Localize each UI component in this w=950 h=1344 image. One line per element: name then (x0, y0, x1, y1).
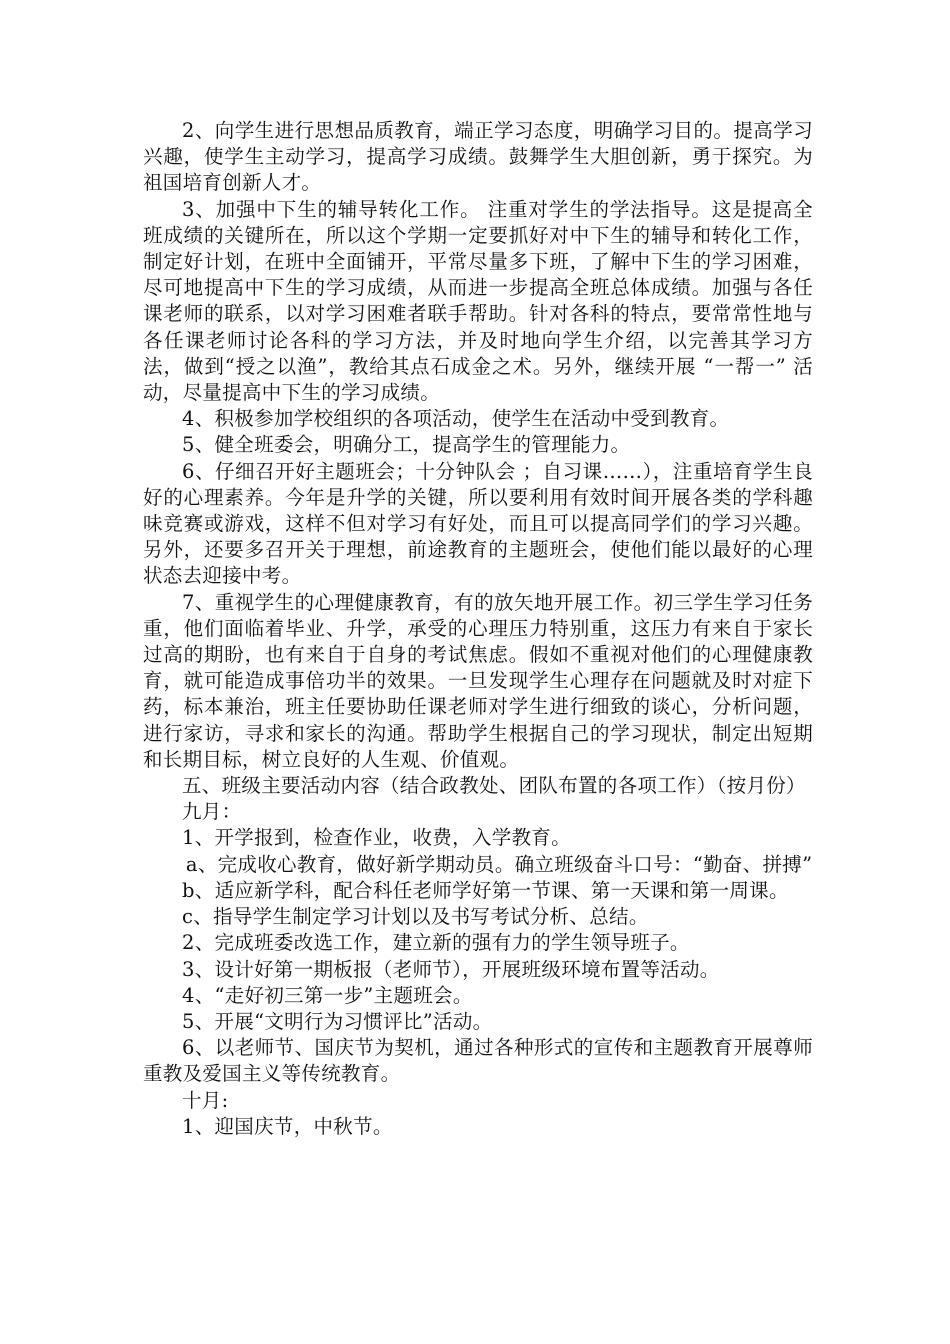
section-heading-activities: 五、班级主要活动内容（结合政教处、团队布置的各项工作）（按月份） (182, 774, 806, 798)
paragraph-item-3: 3、加强中下生的辅导转化工作。 注重对学生的学法指导。这是提高全班成绩的关键所在，所以这个学期一定要抓好对中下生的辅导和转化工作，制定好计划，在班中全面铺开，平常尽量多下班，了解中下生的学习困难，尽可地提高中下生的学习成绩，从而进一步提高全班总体成绩。加强与各任课老师的联系，以对学习困难者联手帮助。针对各科的特点，要常常性地与各任课老师讨论各科的学习方法，并及时地向学生介绍，以完善其学习方法，做到“授之以渔”，教给其点石成金之术。另外，继续开展 “一帮一” 活动，尽量提高中下生的学习成绩。 (143, 197, 813, 405)
october-item-1: 1、迎国庆节，中秋节。 (182, 1114, 393, 1138)
month-heading-october: 十月: (182, 1088, 229, 1112)
month-heading-september: 九月： (182, 800, 242, 824)
document-body (143, 118, 813, 1140)
september-item-1: 1、开学报到，检查作业，收费，入学教育。 (182, 826, 571, 850)
paragraph-item-6: 6、仔细召开好主题班会；十分钟队会 ；自习课……），注重培育学生良好的心理素养。今年是升学的关键，所以要利用有效时间开展各类的学科趣味竞赛或游戏，这样不但对学习有好处，而且可以提高同学们的学习兴趣。另外，还要多召开关于理想，前途教育的主题班会，使他们能以最好的心理状态去迎接中考。 (143, 459, 813, 588)
september-item-4: 4、“走好初三第一步”主题班会。 (182, 983, 473, 1007)
september-item-3: 3、设计好第一期板报（老师节），开展班级环境布置等活动。 (182, 957, 720, 981)
paragraph-item-2: 2、向学生进行思想品质教育，端正学习态度，明确学习目的。提高学习兴趣，使学生主动学习，提高学习成绩。鼓舞学生大胆创新，勇于探究。为祖国培育创新人才。 (143, 119, 813, 195)
september-subitem-b: b、适应新学科，配合科任老师学好第一节课、第一天课和第一周课。 (182, 878, 789, 902)
september-item-6: 6、以老师节、国庆节为契机，通过各种形式的宣传和主题教育开展尊师重教及爱国主义等传统教育。 (143, 1036, 813, 1086)
paragraph-item-7: 7、重视学生的心理健康教育，有的放矢地开展工作。初三学生学习任务重，他们面临着毕业、升学，承受的心理压力特别重，这压力有来自于家长过高的期盼，也有来自于自身的考试焦虑。假如不重视对他们的心理健康教育，就可能造成事倍功半的效果。一旦发现学生心理存在问题就及时对症下药，标本兼治，班主任要协助任课老师对学生进行细致的谈心，分析问题，进行家访，寻求和家长的沟通。帮助学生根据自己的学习现状，制定出短期和长期目标，树立良好的人生观、价值观。 (143, 590, 813, 771)
paragraph-item-4: 4、积极参加学校组织的各项活动，使学生在活动中受到教育。 (182, 407, 730, 431)
september-item-5: 5、开展“文明行为习惯评比”活动。 (182, 1009, 493, 1033)
september-subitem-c: c、指导学生制定学习计划以及书写考试分析、总结。 (182, 905, 649, 929)
paragraph-item-5: 5、健全班委会，明确分工，提高学生的管理能力。 (182, 433, 631, 457)
september-subitem-a: a、完成收心教育，做好新学期动员。确立班级奋斗口号：“勤奋、拼搏” (185, 852, 813, 876)
september-item-2: 2、完成班委改选工作，建立新的强有力的学生领导班子。 (182, 931, 690, 955)
